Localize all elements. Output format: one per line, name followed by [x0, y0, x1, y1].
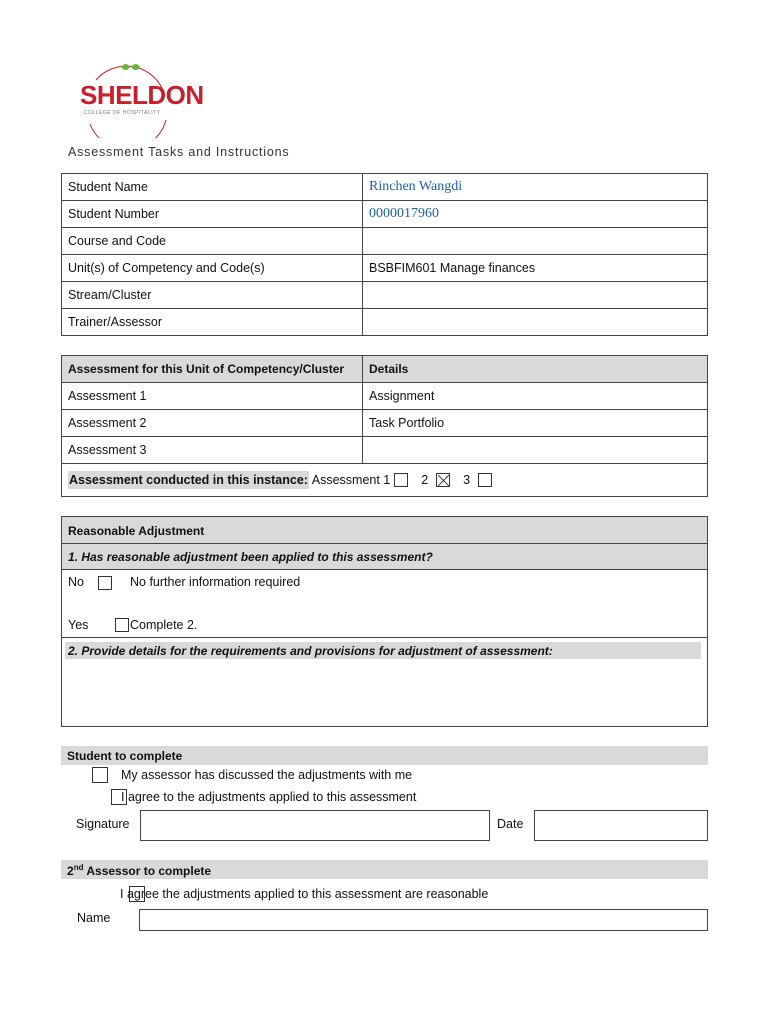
value-student-number[interactable]: 0000017960 — [363, 201, 708, 228]
table-row — [62, 309, 708, 336]
value-student-name[interactable]: Rinchen Wangdi — [363, 174, 708, 201]
table-row — [62, 437, 708, 464]
label-stream: Stream/Cluster — [62, 282, 363, 309]
label-course-code: Course and Code — [62, 228, 363, 255]
no-label: No — [68, 575, 84, 589]
checkbox-yes[interactable] — [115, 618, 129, 632]
divider — [62, 569, 707, 570]
table-row — [62, 410, 708, 437]
table-row — [62, 383, 708, 410]
second-assessor-title — [67, 863, 211, 878]
assessment-table — [61, 355, 708, 497]
label-assessment-3: Assessment 3 — [62, 437, 363, 464]
label-assessment-2: Assessment 2 — [62, 410, 363, 437]
value-assessment-1[interactable]: Assignment — [363, 383, 708, 410]
question-2: 2. Provide details for the requirements and provisions for adjustment of assessment: — [68, 644, 553, 658]
header-details: Details — [363, 356, 708, 383]
value-course-code[interactable] — [363, 228, 708, 255]
value-stream[interactable] — [363, 282, 708, 309]
checkbox-assessment-3[interactable] — [478, 473, 492, 487]
value-assessment-3[interactable] — [363, 437, 708, 464]
date-field[interactable] — [534, 810, 708, 841]
yes-label: Yes — [68, 618, 89, 632]
name-label: Name — [77, 911, 111, 925]
label-assessment-1: Assessment 1 — [62, 383, 363, 410]
question-1: 1. Has reasonable adjustment been applied to this assessment? — [68, 550, 433, 564]
label-student-name: Student Name — [62, 174, 363, 201]
checkbox-assessment-1[interactable] — [394, 473, 408, 487]
table-row — [62, 201, 708, 228]
conducted-row — [62, 464, 708, 497]
checkbox-discussed[interactable] — [92, 767, 108, 783]
agree-text: I agree to the adjustments applied to this assessment — [121, 790, 417, 804]
name-field[interactable] — [139, 909, 708, 931]
label-unit-competency: Unit(s) of Competency and Code(s) — [62, 255, 363, 282]
logo-tagline: COLLEGE OF HOSPITALITY — [84, 110, 161, 116]
checkbox-assessment-2[interactable] — [436, 473, 450, 487]
table-row — [62, 228, 708, 255]
value-assessment-2[interactable]: Task Portfolio — [363, 410, 708, 437]
label-student-number: Student Number — [62, 201, 363, 228]
logo-wordmark: SHELDON — [80, 80, 204, 110]
date-label: Date — [497, 817, 524, 831]
conducted-prefix: Assessment 1 — [311, 472, 391, 487]
table-row — [62, 174, 708, 201]
reasonable-title: Reasonable Adjustment — [68, 524, 205, 538]
checkbox-no[interactable] — [98, 576, 112, 590]
signature-label: Signature — [76, 817, 130, 831]
student-complete-title: Student to complete — [67, 749, 183, 763]
table-row — [62, 255, 708, 282]
yes-text: Complete 2. — [130, 618, 198, 632]
page-heading: Assessment Tasks and Instructions — [68, 145, 290, 159]
option-3-label: 3 — [463, 472, 471, 487]
discussed-text: My assessor has discussed the adjustments with me — [121, 768, 413, 782]
option-2-label: 2 — [421, 472, 429, 487]
table-row — [62, 282, 708, 309]
title-number: 2 — [67, 864, 74, 878]
sheldon-logo — [76, 58, 204, 138]
no-text: No further information required — [130, 575, 301, 589]
title-rest: Assessor to complete — [83, 864, 212, 878]
label-trainer: Trainer/Assessor — [62, 309, 363, 336]
header-assessment-unit: Assessment for this Unit of Competency/Cluster — [62, 356, 363, 383]
value-unit-competency[interactable]: BSBFIM601 Manage finances — [363, 255, 708, 282]
reasonable-adjustment-section — [61, 516, 708, 727]
divider — [62, 637, 707, 638]
table-header-row — [62, 356, 708, 383]
conducted-label: Assessment conducted in this instance: — [69, 472, 308, 487]
table-row — [62, 464, 708, 497]
title-superscript: nd — [73, 863, 84, 872]
signature-field[interactable] — [140, 810, 490, 841]
reasonable-agree-text: I agree the adjustments applied to this assessment are reasonable — [120, 887, 489, 901]
adjustment-details-input[interactable] — [68, 663, 701, 721]
value-trainer[interactable] — [363, 309, 708, 336]
student-details-table — [61, 173, 708, 336]
